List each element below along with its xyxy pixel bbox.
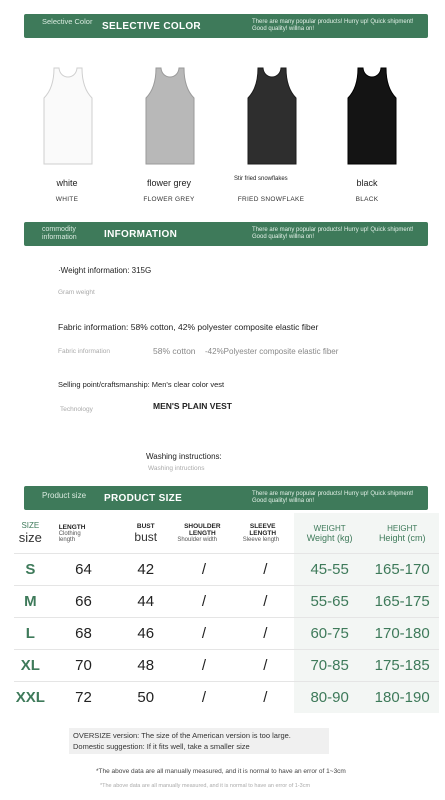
cell-sleeve: /	[237, 650, 294, 682]
color-name: FLOWER GREY	[143, 196, 195, 203]
table-row	[14, 650, 439, 682]
cell-height: 175-185	[365, 650, 439, 682]
cell-sleeve: /	[237, 682, 294, 714]
cell-shoulder: /	[171, 650, 236, 682]
banner-small-label: Selective Color	[42, 17, 93, 26]
cell-shoulder: /	[171, 618, 236, 650]
fabric-cotton: 58% cotton	[153, 346, 196, 356]
table-row	[14, 682, 439, 714]
color-label: white	[56, 178, 78, 188]
vest-image	[142, 66, 198, 166]
banner-title: PRODUCT SIZE	[104, 493, 183, 504]
cell-weight: 70-85	[294, 650, 366, 682]
cell-weight: 45-55	[294, 554, 366, 586]
cell-weight: 60-75	[294, 618, 366, 650]
table-row	[14, 586, 439, 618]
selective-color-banner	[24, 14, 428, 38]
cell-size: M	[14, 586, 47, 618]
cell-height: 180-190	[365, 682, 439, 714]
product-size-banner	[24, 486, 428, 510]
cell-bust: 46	[120, 618, 171, 650]
plain-vest-label: MEN'S PLAIN VEST	[153, 401, 233, 411]
cell-bust: 50	[120, 682, 171, 714]
cell-shoulder: /	[171, 682, 236, 714]
cell-height: 165-175	[365, 586, 439, 618]
size-table	[14, 513, 439, 713]
header-size: SIZE size	[18, 521, 42, 545]
banner-small-label: commodity information	[42, 226, 77, 241]
cell-size: S	[14, 554, 47, 586]
oversize-note: OVERSIZE version: The size of the American version is too large.	[73, 731, 291, 740]
cell-length: 64	[47, 554, 121, 586]
fabric-label: Fabric information	[58, 348, 111, 355]
information-banner	[24, 222, 428, 246]
cell-length: 66	[47, 586, 121, 618]
weight-info: ·Weight information: 315G	[58, 266, 152, 275]
banner-small-label: Product size	[42, 491, 87, 500]
header-length: LENGTH Clothing length	[58, 523, 86, 543]
cell-length: 68	[47, 618, 121, 650]
cell-sleeve: /	[237, 586, 294, 618]
size-table-body	[14, 554, 439, 714]
measurement-note: *The above data are all manually measured, and it is normal to have an error of 1~3cm	[96, 768, 346, 775]
header-weight: WEIGHT Weight (kg)	[294, 513, 366, 554]
header-height: HEIGHT Height (cm)	[365, 513, 439, 554]
cell-size: XL	[14, 650, 47, 682]
technology-label: Technology	[60, 406, 93, 413]
cell-bust: 48	[120, 650, 171, 682]
banner-note: There are many popular products! Hurry up! Quick shipment! Good quality! willna on!	[252, 227, 414, 240]
cell-bust: 44	[120, 586, 171, 618]
washing-sub: Washing intructions	[148, 465, 205, 472]
header-shoulder: SHOULDER LENGTH Shoulder width	[177, 523, 221, 543]
vest-image	[244, 66, 300, 166]
color-label: Stir fried snowflakes	[234, 176, 288, 182]
color-name: WHITE	[55, 196, 79, 203]
color-label: flower grey	[146, 178, 191, 188]
domestic-suggestion: Domestic suggestion: If it fits well, take a smaller size	[73, 742, 250, 751]
cell-height: 170-180	[365, 618, 439, 650]
fabric-polyester: -42%Polyester composite elastic fiber	[205, 347, 339, 356]
size-table-header	[14, 513, 439, 554]
header-bust: BUST bust	[134, 522, 158, 544]
cell-weight: 55-65	[294, 586, 366, 618]
cell-shoulder: /	[171, 586, 236, 618]
cell-height: 165-170	[365, 554, 439, 586]
table-row	[14, 554, 439, 586]
measurement-note-grey: *The above data are all manually measured, and it is normal to have an error of 1-3cm	[100, 783, 311, 789]
banner-title: INFORMATION	[104, 229, 178, 240]
cell-sleeve: /	[237, 618, 294, 650]
weight-sub: Gram weight	[58, 289, 95, 296]
washing-instructions: Washing instructions:	[146, 452, 222, 461]
header-sleeve: SLEEVE LENGTH Sleeve length	[242, 523, 280, 543]
cell-shoulder: /	[171, 554, 236, 586]
cell-sleeve: /	[237, 554, 294, 586]
cell-weight: 80-90	[294, 682, 366, 714]
color-label: black	[356, 178, 378, 188]
cell-bust: 42	[120, 554, 171, 586]
banner-note: There are many popular products! Hurry up! Quick shipment! Good quality! willna on!	[252, 491, 414, 504]
cell-size: XXL	[14, 682, 47, 714]
cell-length: 72	[47, 682, 121, 714]
cell-length: 70	[47, 650, 121, 682]
vest-image	[40, 66, 96, 166]
cell-size: L	[14, 618, 47, 650]
color-name: BLACK	[355, 196, 379, 203]
banner-note: There are many popular products! Hurry up! Quick shipment! Good quality! willna on!	[252, 19, 414, 32]
color-name: FRIED SNOWFLAKE	[237, 196, 305, 203]
selling-point: Selling point/craftsmanship: Men's clear color vest	[58, 380, 225, 389]
banner-title: SELECTIVE COLOR	[102, 21, 201, 32]
fabric-info: Fabric information: 58% cotton, 42% polyester composite elastic fiber	[58, 322, 319, 332]
vest-image	[344, 66, 400, 166]
table-row	[14, 618, 439, 650]
